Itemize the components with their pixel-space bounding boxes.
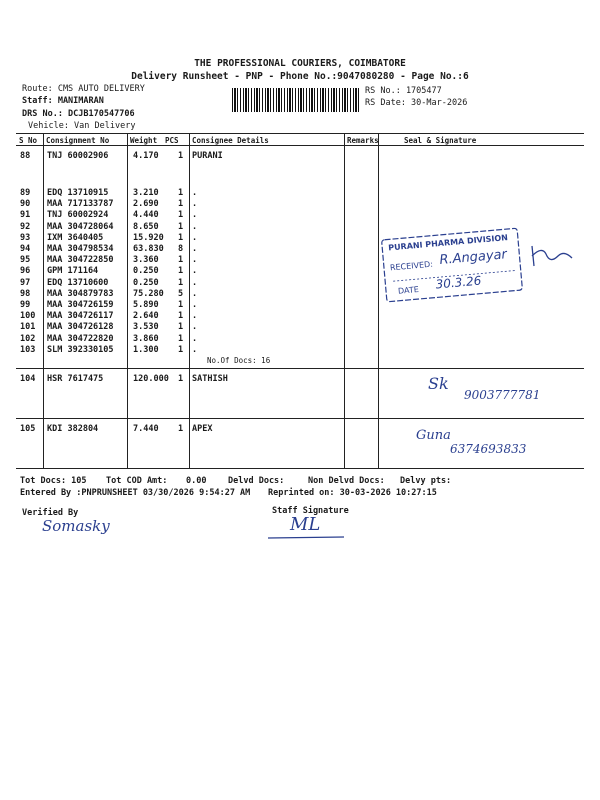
row-consignment: MAA 304728064: [47, 221, 114, 232]
row-consignee: .: [192, 344, 198, 355]
row-sno: 90: [20, 199, 31, 210]
row-sno: 95: [20, 255, 31, 266]
row-consignee: .: [192, 232, 198, 243]
staff-signature: ML: [290, 514, 321, 535]
route-label: Route: CMS AUTO DELIVERY: [22, 84, 145, 94]
row-sno: 102: [20, 333, 36, 344]
row-weight: 120.000: [133, 374, 169, 384]
row-consignee: .: [192, 277, 198, 288]
row-consignment: EDQ 13710600: [47, 277, 109, 288]
row-consignee: .: [192, 311, 198, 322]
row-consignment: GPM 171164: [47, 266, 99, 277]
row-sno: 105: [20, 424, 36, 434]
row-consignment: EDQ 13710915: [47, 188, 109, 198]
col-header-consignee: Consignee Details: [192, 136, 269, 145]
row-sno: 88: [20, 151, 31, 161]
row-weight: 3.860: [133, 333, 159, 344]
col-header-seal: Seal & Signature: [404, 136, 477, 145]
non-delvd-docs: Non Delvd Docs:: [308, 476, 385, 486]
delvy-pts: Delvy pts:: [400, 476, 452, 486]
row-weight: 63.830: [133, 244, 164, 254]
row-consignee: .: [192, 322, 198, 333]
row-pcs: 1: [178, 424, 184, 434]
row-weight: 3.360: [133, 255, 159, 266]
row-weight: 0.250: [133, 266, 159, 277]
row-pcs: 1: [178, 232, 184, 243]
row-sno: 96: [20, 266, 31, 277]
row-weight: 4.440: [133, 210, 159, 221]
delvd-docs: Delvd Docs:: [228, 476, 285, 486]
row-pcs: 8: [178, 244, 184, 254]
row-sno: 93: [20, 232, 31, 243]
row-sno: 98: [20, 288, 31, 299]
tot-cod-label: Tot COD Amt:: [106, 476, 168, 486]
reprinted-on: Reprinted on: 30-03-2026 10:27:15: [268, 488, 437, 498]
table-row: [0, 199, 600, 209]
row-weight: 1.300: [133, 344, 159, 355]
row-consignment: IXM 3640405: [47, 232, 104, 243]
table-row: [0, 151, 600, 161]
row-sno: 89: [20, 188, 31, 198]
row-pcs: 1: [178, 277, 184, 288]
row-sno: 91: [20, 210, 31, 221]
row-consignee: SATHISH: [192, 374, 228, 384]
row-pcs: 1: [178, 374, 184, 384]
table-row: [0, 300, 600, 310]
row-consignment: HSR 7617475: [47, 374, 104, 384]
sig105-name: Guna: [416, 428, 451, 443]
rs-date: RS Date: 30-Mar-2026: [365, 98, 468, 108]
row-consignment: MAA 304726128: [47, 322, 114, 333]
row-weight: 4.170: [133, 151, 159, 161]
table-bottom-border: [16, 468, 584, 469]
row-weight: 7.440: [133, 424, 159, 434]
row104-bottom-border: [16, 418, 584, 419]
received-stamp: [379, 226, 524, 304]
stamp-received-by: R.Angayar: [438, 247, 508, 269]
row-consignment: MAA 304722850: [47, 255, 114, 266]
stamp-received-label: RECEIVED:: [389, 259, 434, 273]
row-weight: 75.280: [133, 288, 164, 299]
row-consignee: .: [192, 300, 198, 310]
row-consignee: .: [192, 333, 198, 344]
table-row: [0, 334, 600, 344]
row-consignment: TNJ 60002906: [47, 151, 109, 161]
row-consignment: SLM 392330105: [47, 344, 114, 355]
row-pcs: 1: [178, 199, 184, 210]
row-consignment: MAA 304726159: [47, 300, 114, 310]
no-of-docs: No.Of Docs: 16: [207, 356, 271, 365]
col-header-consignment: Consignment No: [46, 136, 110, 145]
tot-cod-value: 0.00: [186, 476, 207, 486]
col-header-weight: Weight: [130, 136, 158, 145]
row-pcs: 1: [178, 221, 184, 232]
row-weight: 0.250: [133, 277, 159, 288]
row-pcs: 1: [178, 188, 184, 198]
row-consignee: .: [192, 288, 198, 299]
row-consignee: .: [192, 266, 198, 277]
staff-label: Staff: MANIMARAN: [22, 96, 104, 106]
row-pcs: 1: [178, 344, 184, 355]
row-pcs: 1: [178, 311, 184, 322]
verified-signature: Somasky: [42, 517, 110, 535]
row-sno: 92: [20, 221, 31, 232]
drs-label: DRS No.: DCJB170547706: [22, 109, 135, 119]
row-pcs: 1: [178, 266, 184, 277]
row-consignee: .: [192, 221, 198, 232]
row-consignment: MAA 304722820: [47, 333, 114, 344]
row-consignment: KDI 382804: [47, 424, 99, 434]
row-consignee: .: [192, 210, 198, 221]
table-header-border: [16, 145, 584, 146]
row-consignment: TNJ 60002924: [47, 210, 109, 221]
table-top-border: [16, 133, 584, 134]
row-consignment: MAA 304798534: [47, 244, 114, 254]
row-consignee: PURANI: [192, 151, 223, 161]
table-row: [0, 374, 600, 384]
stamp-date-label: DATE: [397, 285, 420, 296]
verified-by-label: Verified By: [22, 508, 79, 518]
row-consignee: .: [192, 244, 198, 254]
stamp-date-value: 30.3.26: [435, 273, 482, 292]
row-sno: 103: [20, 344, 36, 355]
col-header-pcs: PCS: [165, 136, 179, 145]
group1-bottom-border: [16, 368, 584, 369]
stamp-line1: PURANI PHARMA DIVISION: [387, 233, 509, 253]
rs-number: RS No.: 1705477: [365, 86, 442, 96]
row-pcs: 1: [178, 210, 184, 221]
row-sno: 101: [20, 322, 36, 333]
row-sno: 94: [20, 244, 31, 254]
col-header-remarks: Remarks: [347, 136, 379, 145]
row-weight: 8.650: [133, 221, 159, 232]
row-sno: 100: [20, 311, 36, 322]
tot-docs: Tot Docs: 105: [20, 476, 87, 486]
sig104-initials: Sk: [428, 374, 449, 393]
row-weight: 5.890: [133, 300, 159, 310]
row-pcs: 1: [178, 255, 184, 266]
col-header-sno: S No: [19, 136, 38, 145]
row-consignee: .: [192, 199, 198, 210]
company-name: THE PROFESSIONAL COURIERS, COIMBATORE: [194, 58, 406, 69]
row-consignee: APEX: [192, 424, 213, 434]
row-pcs: 1: [178, 300, 184, 310]
runsheet-subtitle: Delivery Runsheet - PNP - Phone No.:9047080280 - Page No.:6: [131, 71, 469, 82]
sig105-phone: 6374693833: [450, 442, 527, 456]
table-row: [0, 188, 600, 198]
row-sno: 99: [20, 300, 31, 310]
row-weight: 3.530: [133, 322, 159, 333]
row-weight: 2.640: [133, 311, 159, 322]
row-consignment: MAA 304879783: [47, 288, 114, 299]
sig104-phone: 9003777781: [464, 388, 541, 402]
staff-signature-underline: [266, 534, 346, 542]
stamp-scribble: [528, 242, 576, 272]
row-pcs: 5: [178, 288, 184, 299]
staff-signature-label: Staff Signature: [272, 506, 349, 516]
row-pcs: 1: [178, 333, 184, 344]
row-sno: 97: [20, 277, 31, 288]
barcode: [232, 88, 360, 112]
row-pcs: 1: [178, 322, 184, 333]
table-row: [0, 345, 600, 355]
table-row: [0, 424, 600, 434]
row-consignee: .: [192, 255, 198, 266]
row-sno: 104: [20, 374, 36, 384]
table-row: [0, 322, 600, 332]
row-consignee: .: [192, 188, 198, 198]
table-row: [0, 311, 600, 321]
row-pcs: 1: [178, 151, 184, 161]
row-consignment: MAA 717133787: [47, 199, 114, 210]
row-weight: 2.690: [133, 199, 159, 210]
vehicle-label: Vehicle: Van Delivery: [28, 121, 136, 131]
table-row: [0, 210, 600, 220]
row-consignment: MAA 304726117: [47, 311, 114, 322]
row-weight: 3.210: [133, 188, 159, 198]
row-weight: 15.920: [133, 232, 164, 243]
entered-by: Entered By :PNPRUNSHEET 03/30/2026 9:54:27 AM: [20, 488, 251, 498]
